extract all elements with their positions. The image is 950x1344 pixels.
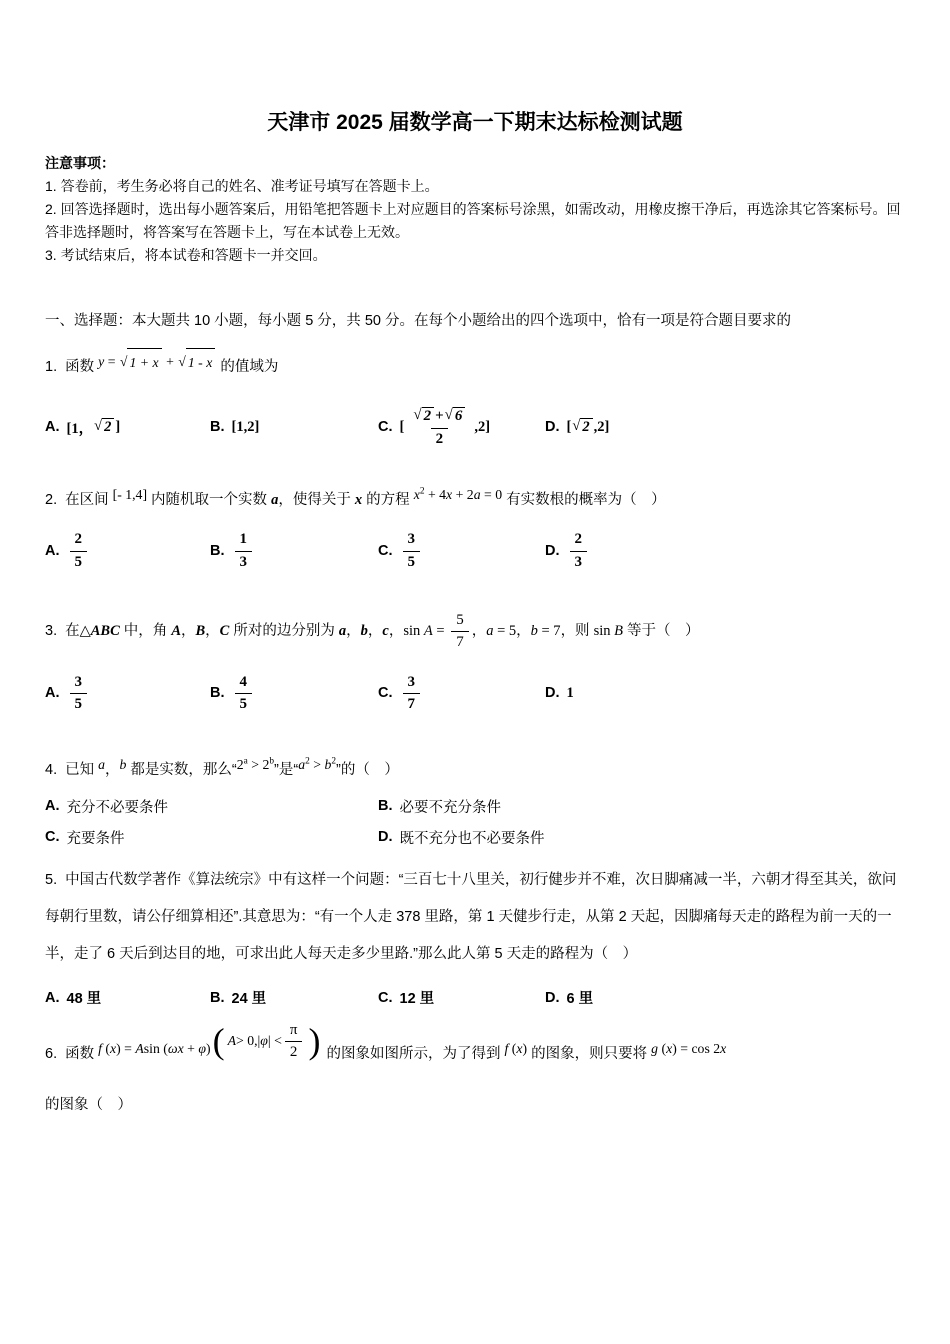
option-b xyxy=(210,419,378,436)
option-a-content: $\frac{2}{5}$ xyxy=(67,529,91,572)
question-4 xyxy=(45,752,905,848)
option-b-label: B. xyxy=(210,989,225,1006)
notes-label: 注意事项： xyxy=(45,155,115,171)
option-c-content: $\frac{3}{7}$ xyxy=(400,672,424,715)
option-c xyxy=(378,529,545,572)
question-1-options xyxy=(45,398,905,456)
question-1-stem: 函数 y = √ 1 + x + √ 1 - x 的值域为 xyxy=(65,359,278,375)
question-2-options xyxy=(45,522,905,580)
question-1 xyxy=(45,353,905,456)
option-a-content: [1， √ 2 ] xyxy=(66,418,121,437)
option-a-label: A. xyxy=(45,685,60,702)
option-b-label: B. xyxy=(378,798,393,815)
option-b-content: [1,2] xyxy=(231,418,260,435)
option-b-content: 24 里 xyxy=(231,991,267,1008)
question-2-stem: 在区间 [- 1,4] 内随机取一个实数 a，使得关于 x 的方程 $x^2 + 4x + 2a = 0$ 有实数根的概率为（ ） xyxy=(65,486,666,508)
option-d-content: 6 里 xyxy=(566,991,594,1008)
option-c-label: C. xyxy=(378,989,393,1006)
option-a-label: A. xyxy=(45,542,60,559)
option-a-label: A. xyxy=(45,989,60,1006)
option-c-label: C. xyxy=(378,419,393,435)
question-3 xyxy=(45,610,905,723)
option-c xyxy=(378,987,545,1008)
option-b xyxy=(210,672,378,715)
option-d-label: D. xyxy=(545,542,560,559)
option-d-content: [ √ 2 ,2] xyxy=(566,418,610,435)
option-d-label: D. xyxy=(545,989,560,1006)
option-d-content: 既不充分也不必要条件 xyxy=(399,830,545,847)
option-a-label: A. xyxy=(45,419,60,435)
option-b-content: $\frac{4}{5}$ xyxy=(232,672,256,715)
option-b xyxy=(210,529,378,572)
option-c-label: C. xyxy=(45,829,60,846)
option-b-content: 必要不充分条件 xyxy=(399,799,501,816)
question-2 xyxy=(45,482,905,580)
option-a xyxy=(45,672,210,715)
option-a xyxy=(45,796,378,817)
option-d-label: D. xyxy=(545,419,560,435)
option-c-label: C. xyxy=(378,685,393,702)
option-d xyxy=(545,987,905,1008)
note-item-3: 3. 考试结束后，将本试卷和答题卡一并交回。 xyxy=(45,247,327,263)
section-heading: 一、选择题：本大题共 10 小题，每小题 5 分，共 50 分。在每个小题给出的四个选项中，恰有一项是符合题目要求的 xyxy=(45,313,791,329)
option-d-label: D. xyxy=(378,829,393,846)
question-2-number: 2. xyxy=(45,491,58,508)
question-6-tail: 的图象（ ） xyxy=(45,1096,132,1113)
option-b-label: B. xyxy=(210,542,225,559)
option-c-content: 12 里 xyxy=(399,991,435,1008)
option-d xyxy=(545,529,905,572)
option-a xyxy=(45,417,210,438)
option-b xyxy=(210,987,378,1008)
question-5-number: 5. xyxy=(45,871,58,888)
question-4-options xyxy=(45,796,905,848)
option-a-label: A. xyxy=(45,798,60,815)
option-a-content: 充分不必要条件 xyxy=(66,799,168,816)
option-c xyxy=(45,827,378,848)
question-3-stem: 在△ABC 中，角 A，B，C 所对的边分别为 a，b，c，sin A = $\frac{5}{7}$ ，a = 5，b = 7，则 sin B 等于（ ） xyxy=(65,623,699,639)
option-a-content: 48 里 xyxy=(66,991,102,1008)
page-title: 天津市 2025 届数学高一下期末达标检测试题 xyxy=(267,111,683,134)
option-c-label: C. xyxy=(378,542,393,559)
option-a-content: $\frac{3}{5}$ xyxy=(67,672,91,715)
question-5-options xyxy=(45,981,905,1015)
question-1-number: 1. xyxy=(45,359,58,375)
option-d-content: 1 xyxy=(566,684,574,701)
option-b-content: $\frac{1}{3}$ xyxy=(232,529,256,572)
question-6-number: 6. xyxy=(45,1045,58,1062)
option-c-content: $\frac{3}{5}$ xyxy=(400,529,424,572)
note-item-1: 1. 答卷前，考生务必将自己的姓名、准考证号填写在答题卡上。 xyxy=(45,178,439,194)
option-d xyxy=(378,827,905,848)
option-a xyxy=(45,987,210,1008)
question-6-stem: 函数 f (x) = Asin (ωx + φ) ( A > 0, | φ | < $\frac{\pi}{2}$ ) 的图象如图所示，为了得到 f (x) 的图象，则只要将 g (x) = cos 2x xyxy=(65,1020,727,1062)
question-3-options xyxy=(45,664,905,722)
option-c xyxy=(378,672,545,715)
note-item-2: 2. 回答选择题时，选出每小题答案后，用铅笔把答题卡上对应题目的答案标号涂黑，如需改动，用橡皮擦干净后，再选涂其它答案标号。回答非选择题时，将答案写在答题卡上，写在本试卷上无效。 xyxy=(45,201,901,240)
option-d xyxy=(545,685,905,702)
option-d xyxy=(545,418,905,436)
option-d-content: $\frac{2}{3}$ xyxy=(567,529,591,572)
option-c-content: [ √ 2 + √ 6 2 ,2] xyxy=(400,405,491,449)
question-4-number: 4. xyxy=(45,761,58,778)
option-b xyxy=(378,796,905,817)
question-4-stem: 已知 a，b 都是实数，那么“$2^a > 2^b$”是“$a^2 > b^2$”的（ ） xyxy=(65,756,399,778)
option-b-label: B. xyxy=(210,685,225,702)
question-5-stem: 中国古代数学著作《算法统宗》中有这样一个问题：“三百七十八里关，初行健步并不难，次日脚痛减一半，六朝才得至其关，欲问每朝行里数，请公仔细算相还”.其意思为：“有一个人走 378 里路，第 1 天健步行走，从第 2 天起，因脚痛每天走的路程为前一天的一半，走了 6 天后到达目的地，可求出此人每天走多少里路.”那么此人第 5 天走的路程为（ ） xyxy=(45,871,897,962)
option-d-label: D. xyxy=(545,685,560,702)
option-c-content: 充要条件 xyxy=(66,830,125,847)
question-3-number: 3. xyxy=(45,622,58,639)
question-5 xyxy=(45,862,905,1015)
question-6 xyxy=(45,1020,905,1114)
option-a xyxy=(45,529,210,572)
option-b-label: B. xyxy=(210,419,225,435)
option-c xyxy=(378,405,545,449)
